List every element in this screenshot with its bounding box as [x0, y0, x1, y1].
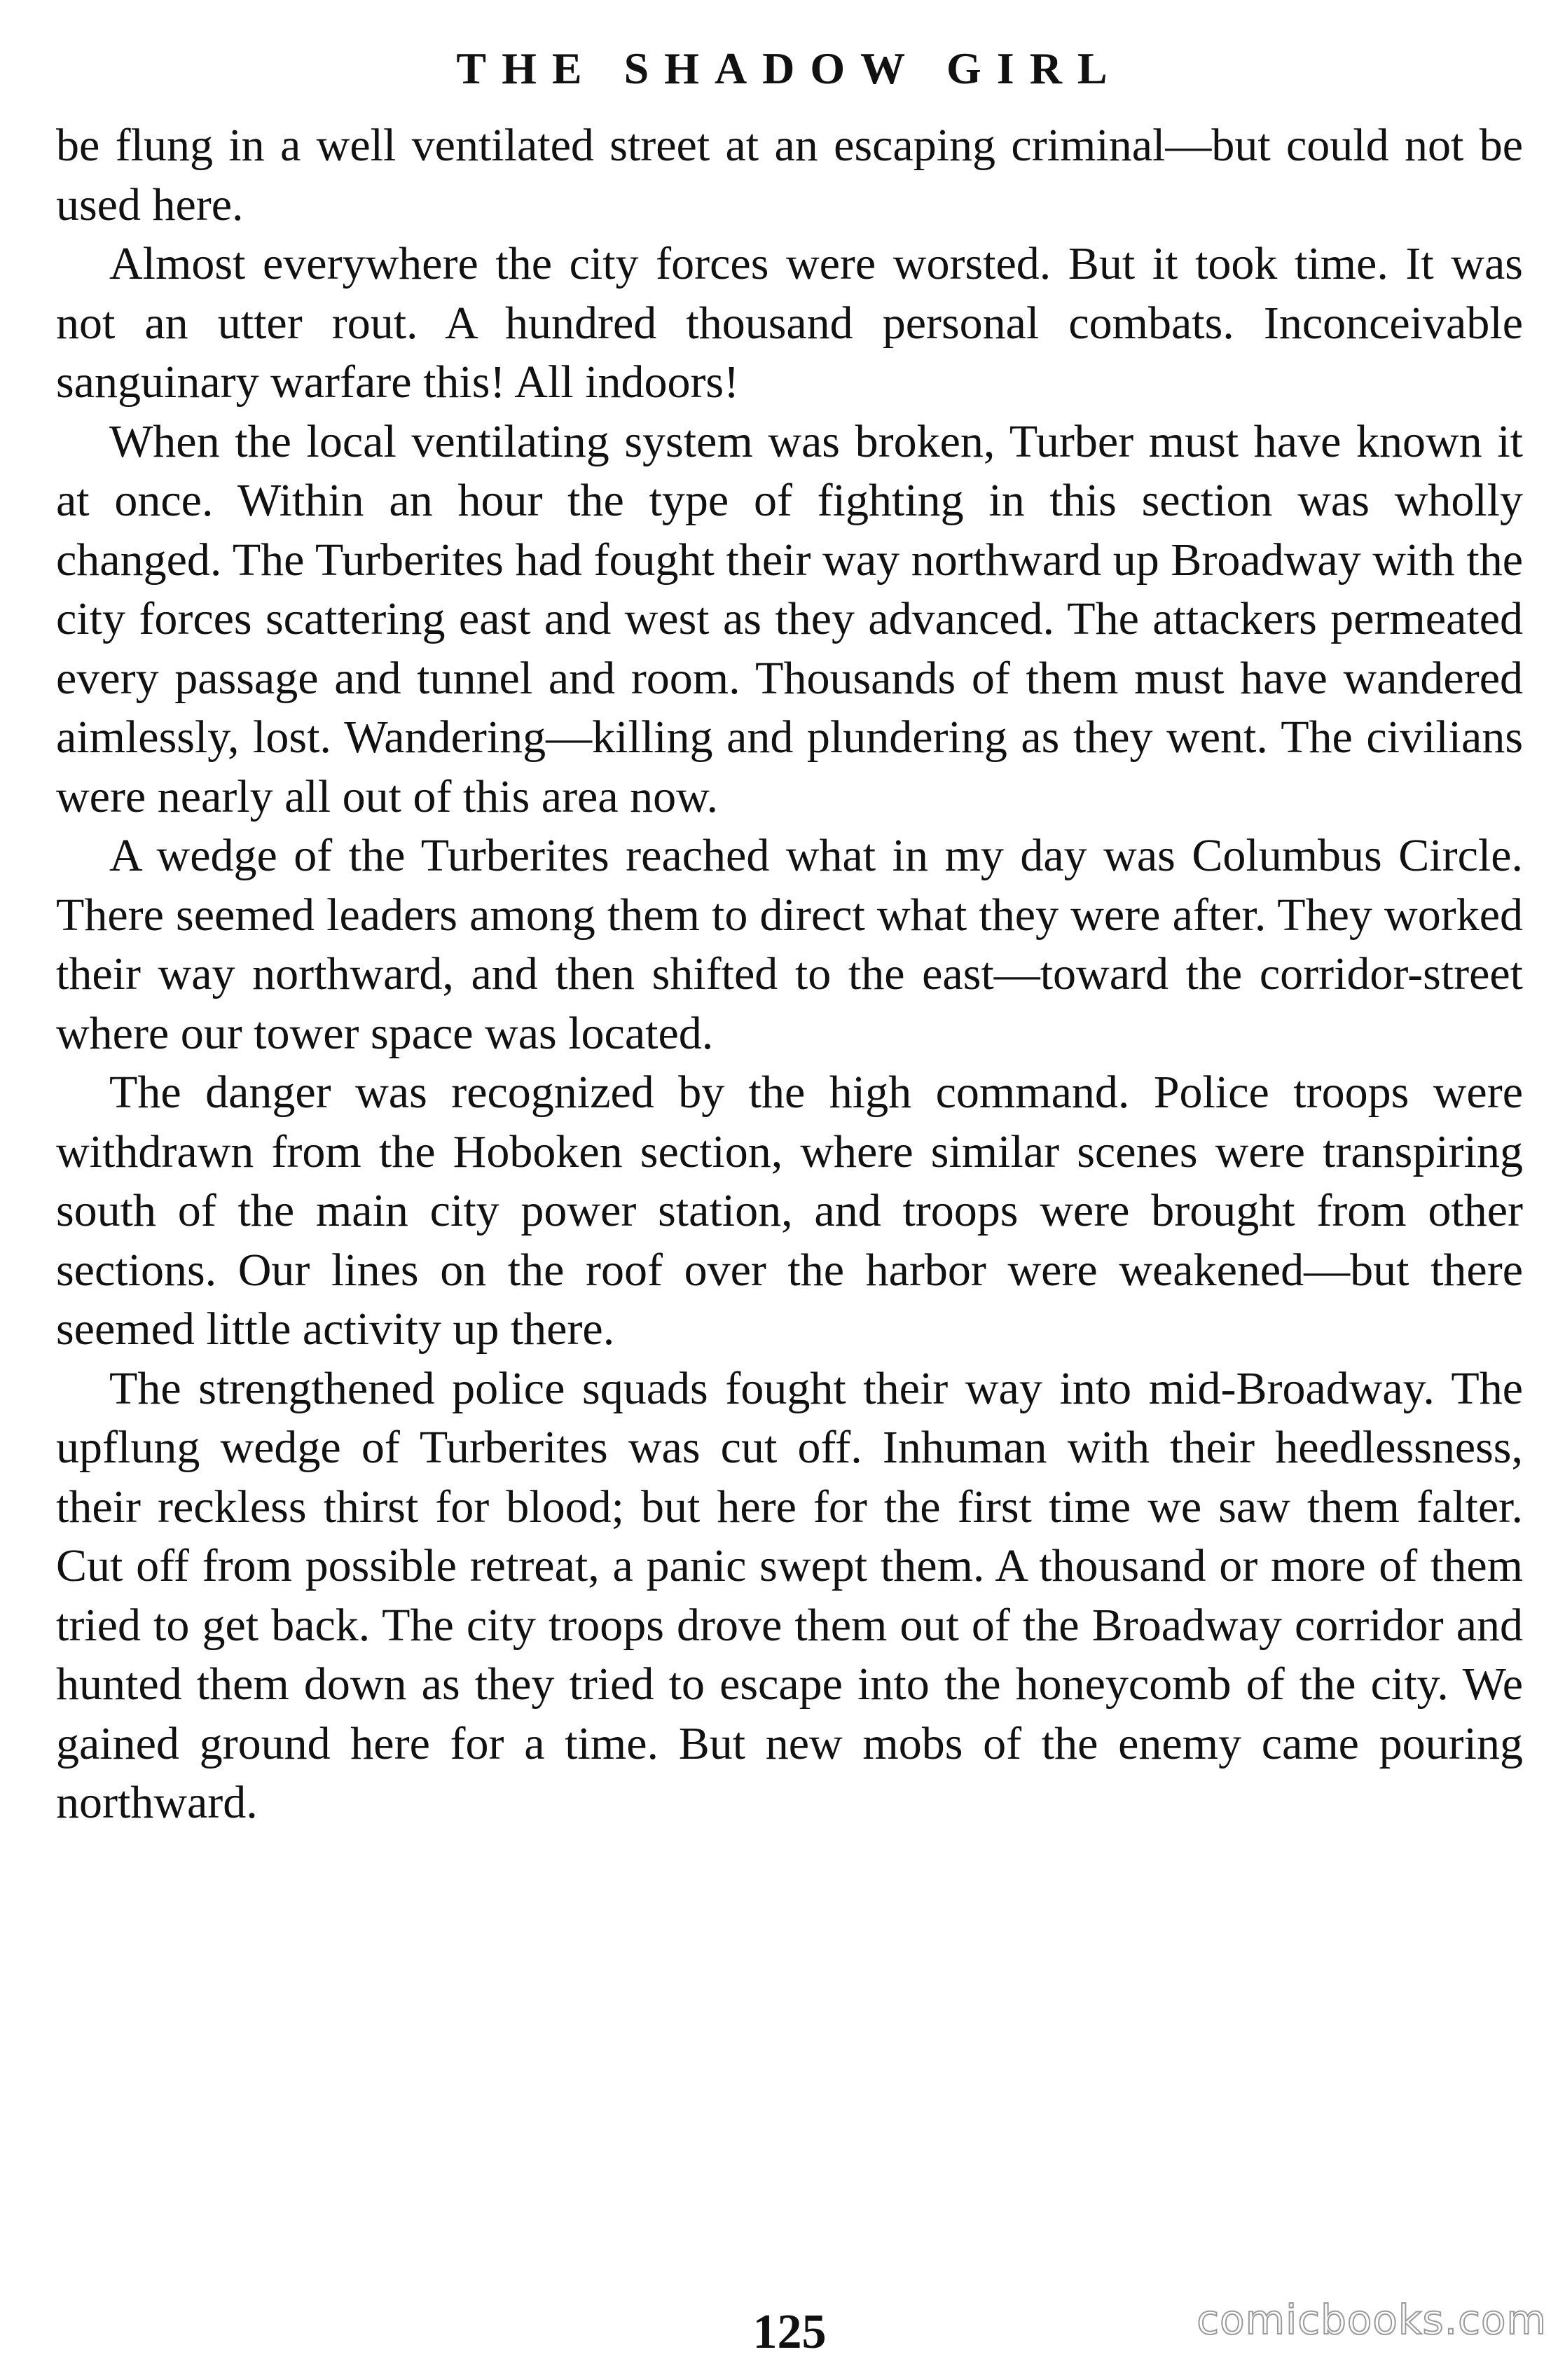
running-head: THE SHADOW GIRL	[456, 43, 1123, 93]
paragraph: When the local ventilating system was broken, Turber must have known it at once. Within an hour the type of fighting in this section was wholly changed. The Turberites had fought their way northward up Broadway with the city forces scattering east and west as they advanced. The attackers permeated every passage and tunnel and room. Thousands of them must have wandered aimlessly, lost. Wandering—killing and plundering as they went. The civilians were nearly all out of this area now.	[56, 415, 1523, 822]
paragraph: A wedge of the Turberites reached what in my day was Columbus Circle. There seemed leaders among them to direct what they were after. They worked their way northward, and then shifted to the east—toward the corridor-street where our tower space was located.	[56, 830, 1523, 1059]
watermark: comicbooks.com	[1197, 2296, 1547, 2344]
book-page	[56, 28, 1523, 2360]
page-number: 125	[752, 2305, 827, 2359]
paragraph: Almost everywhere the city forces were worsted. But it took time. It was not an utter rout. A hundred thousand personal combats. Inconceivable sanguinary warfare this! All indoors!	[56, 238, 1523, 408]
body-text	[56, 116, 1523, 1833]
paragraph: be flung in a well ventilated street at an escaping criminal—but could not be used here.	[56, 120, 1523, 230]
paragraph: The danger was recognized by the high command. Police troops were withdrawn from the Hoboken section, where similar scenes were transpiring south of the main city power station, and troops were brought from other sections. Our lines on the roof over the harbor were weakened—but there seemed little activity up there.	[56, 1067, 1523, 1355]
paragraph: The strengthened police squads fought their way into mid-Broadway. The upflung wedge of Turberites was cut off. Inhuman with their heedlessness, their reckless thirst for blood; but here for the first time we saw them falter. Cut off from possible retreat, a panic swept them. A thousand or more of them tried to get back. The city troops drove them out of the Broadway corridor and hunted them down as they tried to escape into the honeycomb of the city. We gained ground here for a time. But new mobs of the enemy came pouring northward.	[56, 1362, 1523, 1828]
